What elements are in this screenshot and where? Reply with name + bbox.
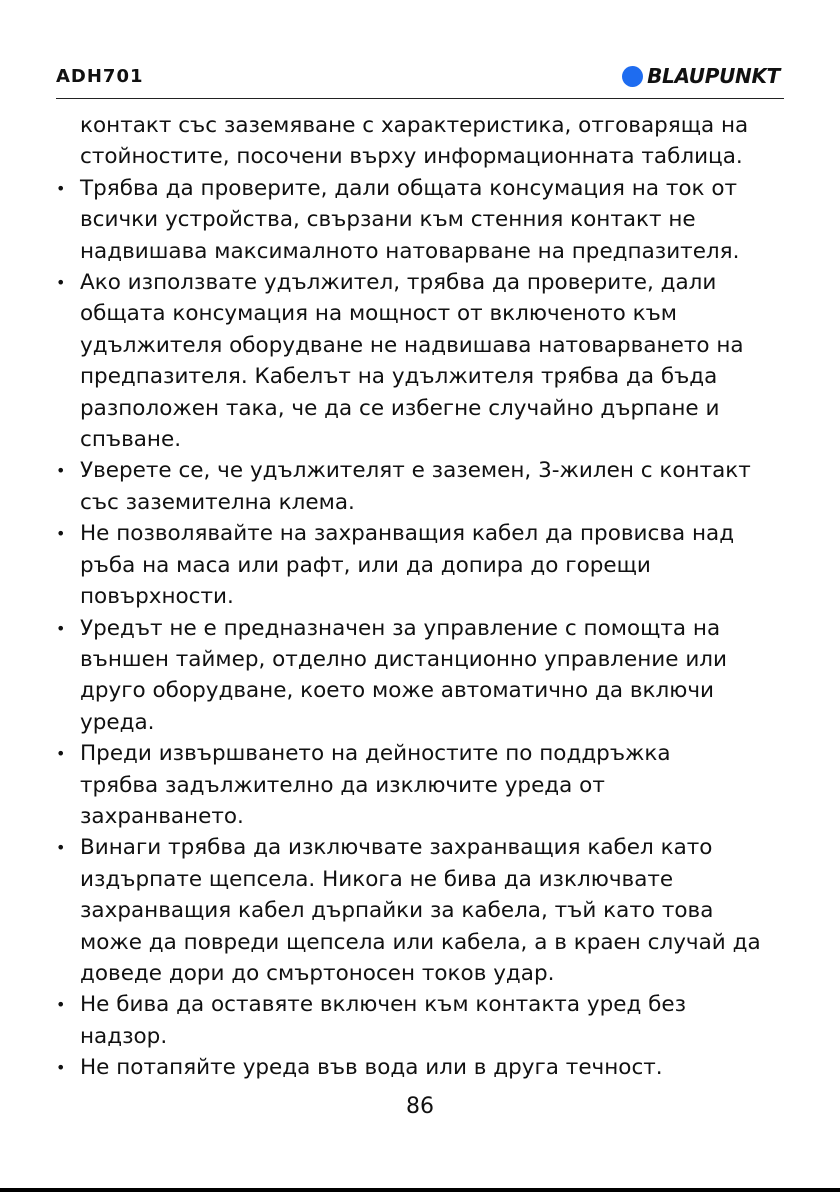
bullet-item (0, 738, 840, 832)
bullet-icon: • (56, 618, 66, 638)
bullet-item (0, 1052, 840, 1083)
text-line: разположен така, че да се избегне случайно дърпане и (80, 395, 720, 421)
bullet-icon: • (56, 273, 66, 293)
text-line: стойностите, посочени върху информационната таблица. (80, 144, 743, 170)
text-line: ръба на маса или рафт, или да допира до горещи (80, 552, 651, 578)
page-header (56, 64, 784, 99)
text-line: може да повреди щепсела или кабела, а в краен случай да (80, 929, 761, 955)
text-line: външен таймер, отделно дистанционно управление или (80, 646, 728, 672)
bullet-item (0, 989, 840, 1052)
bottom-rule (0, 1188, 840, 1192)
text-line: доведе дори до смъртоносен токов удар. (80, 960, 555, 986)
bullet-item (0, 267, 840, 455)
text-line: Преди извършването на дейностите по поддръжка (80, 741, 671, 767)
text-line: друго оборудване, което може автоматично да включи (80, 678, 715, 704)
text-line: захранващия кабел дърпайки за кабела, тъй като това (80, 898, 714, 924)
text-line: Трябва да проверите, дали общата консумация на ток от (80, 175, 738, 201)
text-line: със заземителна клема. (80, 489, 355, 515)
bullet-icon: • (56, 838, 66, 858)
bullet-icon: • (56, 744, 66, 764)
bullet-item (0, 613, 840, 739)
text-line: Не бива да оставяте включен към контакта уред без (80, 992, 687, 1018)
bullet-icon: • (56, 995, 66, 1015)
page-number: 86 (406, 1094, 434, 1119)
bullet-item (0, 173, 840, 267)
text-line: надзор. (80, 1023, 168, 1049)
text-line: Уверете се, че удължителят е заземен, 3-жилен с контакт (80, 458, 751, 484)
text-line: надвишава максималното натоварване на предпазителя. (80, 238, 740, 264)
text-line: контакт със заземяване с характеристика, отговаряща на (80, 113, 749, 138)
bullet-item (0, 455, 840, 518)
text-line: Винаги трябва да изключвате захранващия кабел като (80, 835, 713, 861)
bullet-item (0, 832, 840, 989)
brand-dot-icon (622, 66, 643, 87)
bullet-icon: • (56, 461, 66, 481)
brand-logo (622, 64, 780, 88)
text-line: Не позволявайте на захранващия кабел да провисва над (80, 521, 735, 547)
text-line: спъване. (80, 427, 182, 453)
text-line: уреда. (80, 709, 155, 735)
text-line: Не потапяйте уреда във вода или в друга течност. (80, 1055, 663, 1081)
text-line: общата консумация на мощност от включеното към (80, 301, 678, 327)
text-line: удължителя оборудване не надвишава натоварването на (80, 332, 744, 358)
bullet-icon: • (56, 1058, 66, 1078)
text-line: Уредът не е предназначен за управление с помощта на (80, 615, 721, 641)
bullet-icon: • (56, 178, 66, 198)
text-line: Ако използвате удължител, трябва да проверите, дали (80, 270, 717, 296)
text-line: трябва задължително да изключите уреда от (80, 772, 605, 798)
text-line: предпазителя. Кабелът на удължителя трябва да бъда (80, 364, 718, 390)
text-line: издърпате щепсела. Никога не бива да изключвате (80, 866, 674, 892)
bullet-icon: • (56, 524, 66, 544)
brand-name: BLAUPUNKT (647, 64, 780, 88)
continuation-paragraph (0, 110, 840, 173)
bullet-item (0, 518, 840, 612)
text-line: всички устройства, свързани към стенния контакт не (80, 207, 696, 233)
text-line: повърхности. (80, 584, 234, 610)
model-name: ADH701 (56, 66, 144, 87)
text-line: захранването. (80, 803, 244, 829)
safety-instructions (0, 110, 840, 1084)
